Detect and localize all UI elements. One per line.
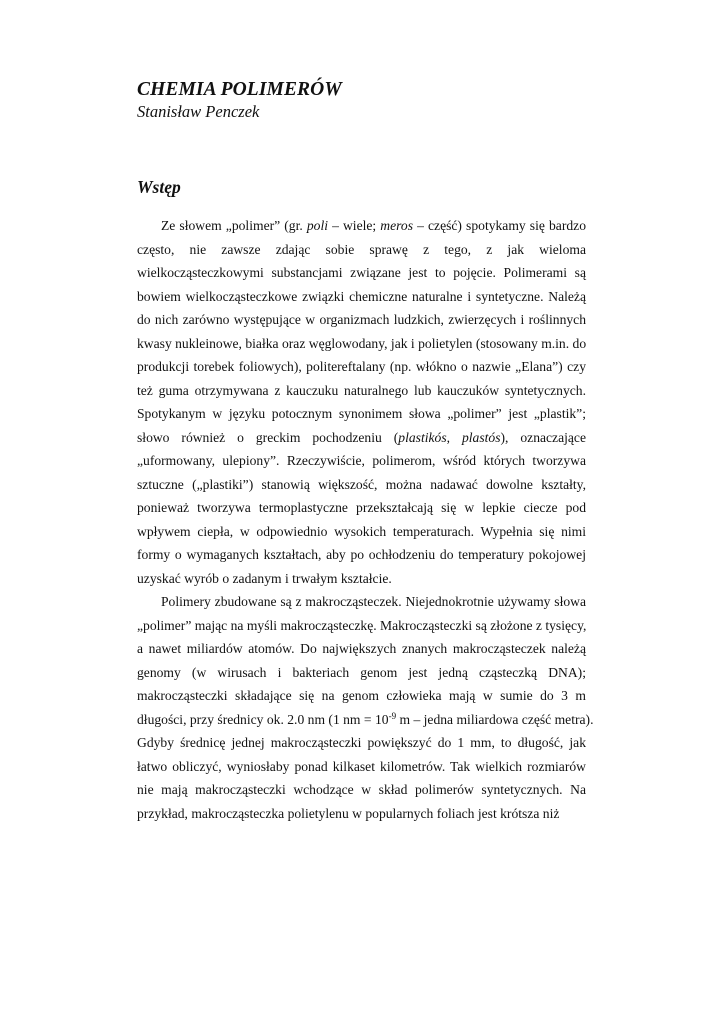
text-segment: genomy (w wirusach i bakteriach genom jest jedną cząsteczką DNA);	[137, 664, 586, 680]
text-segment: słowo również o greckim pochodzeniu (	[137, 429, 399, 445]
text-segment: makrocząsteczki składające się na genom człowieka mają w sumie do 3 m	[137, 688, 586, 703]
text-segment: ,	[446, 429, 462, 445]
text-segment: „polimer” mając na myśli makrocząsteczkę. Makrocząsteczki są złożone z tysięcy,	[137, 617, 587, 633]
superscript: -9	[388, 710, 397, 721]
text-segment: ponieważ tworzywa termoplastyczne przekształcają się w lepkie ciecze pod	[137, 500, 586, 515]
text-segment: formy o wymaganych kształtach, aby po ochłodzeniu do temperatury pokojowej	[137, 547, 586, 562]
text-line	[137, 449, 586, 473]
document-author: Stanisław Penczek	[137, 102, 260, 121]
text-line	[137, 614, 586, 638]
text-segment: do nich zarówno występujące w organizmach ludzkich, zwierzęcych i roślinnych	[137, 312, 586, 327]
text-segment: – wiele;	[328, 218, 381, 233]
text-segment: wpływem ciepła, w odpowiednio wysokich temperaturach. Wypełnia się nimi	[137, 523, 586, 539]
text-line	[137, 473, 586, 497]
text-segment: sztuczne („plastiki”) stanowią większość, można nadawać dowolne kształty,	[137, 476, 586, 492]
text-segment: ), oznaczające	[500, 429, 587, 445]
page-content	[137, 78, 594, 825]
text-line	[137, 778, 586, 802]
italic-term: meros	[380, 218, 414, 233]
text-line	[137, 661, 586, 685]
italic-term: plastós	[461, 429, 501, 445]
text-line	[137, 285, 586, 309]
text-line	[137, 261, 586, 285]
text-line	[137, 496, 586, 520]
text-line	[137, 402, 586, 426]
text-segment: Polimery zbudowane są z makrocząsteczek. Niejednokrotnie używamy słowa	[161, 594, 586, 609]
text-segment: a nawet miliardów atomów. Do największych znanych makrocząsteczek należą	[137, 641, 586, 656]
text-segment: wielkocząsteczkowymi substancjami związane jest to pojęcie. Polimerami są	[137, 265, 586, 280]
document-title: CHEMIA POLIMERÓW	[137, 79, 342, 100]
text-line	[137, 308, 586, 332]
text-segment: uzyskać wyrób o zadanym i trwałym kształcie.	[137, 570, 392, 586]
text-line	[137, 332, 586, 356]
text-segment: – część) spotykamy się bardzo	[413, 218, 586, 233]
text-line	[137, 802, 586, 826]
text-segment: m – jedna miliardowa część metra).	[396, 711, 594, 727]
text-segment: przykład, makrocząsteczka polietylenu w popularnych foliach jest krótsza niż	[137, 805, 560, 821]
paragraph	[137, 214, 586, 590]
text-line	[137, 637, 586, 661]
text-line	[137, 543, 586, 567]
text-segment: nie mają makrocząsteczki wchodzące w skład polimerów syntetycznych. Na	[137, 782, 586, 797]
text-segment: też guma otrzymywana z kauczuku naturalnego lub kauczuków syntetycznych.	[137, 382, 586, 398]
text-line	[137, 214, 586, 238]
text-line	[137, 520, 586, 544]
text-segment: kwasy nukleinowe, białka oraz węglowodany, jak i polietylen (stosowany m.in. do	[137, 335, 587, 351]
text-line	[137, 755, 586, 779]
text-line	[137, 731, 586, 755]
text-segment: długości, przy średnicy ok. 2.0 nm (1 nm = 10	[137, 711, 389, 727]
text-line	[137, 684, 586, 708]
text-segment: produkcji torebek foliowych), politereftalany (np. włókno o nazwie „Elana”) czy	[137, 359, 586, 374]
italic-term: poli	[306, 218, 328, 233]
text-segment: łatwo obliczyć, wyniosłaby ponad kilkaset kilometrów. Tak wielkich rozmiarów	[137, 758, 586, 774]
text-line	[137, 567, 586, 591]
text-line	[137, 355, 586, 379]
italic-term: plastikós	[398, 429, 447, 445]
body-text	[137, 214, 594, 825]
text-segment: Ze słowem „polimer” (gr.	[161, 218, 307, 233]
text-line	[137, 238, 586, 262]
text-segment: „uformowany, ulepiony”. Rzeczywiście, polimerom, wśród których tworzywa	[137, 453, 586, 468]
text-segment: często, nie zawsze zdając sobie sprawę z tego, z jak wieloma	[137, 241, 586, 257]
text-line	[137, 426, 586, 450]
text-segment: Spotykanym w języku potocznym synonimem słowa „polimer” jest „plastik”;	[137, 406, 586, 421]
paragraph	[137, 590, 594, 825]
text-line	[137, 708, 594, 732]
text-line	[137, 379, 586, 403]
section-heading: Wstęp	[137, 177, 181, 197]
text-segment: bowiem wielkocząsteczkowe związki chemiczne naturalne i syntetyczne. Należą	[137, 288, 586, 304]
text-segment: Gdyby średnicę jednej makrocząsteczki powiększyć do 1 mm, to długość, jak	[137, 735, 586, 750]
text-line	[137, 590, 586, 614]
